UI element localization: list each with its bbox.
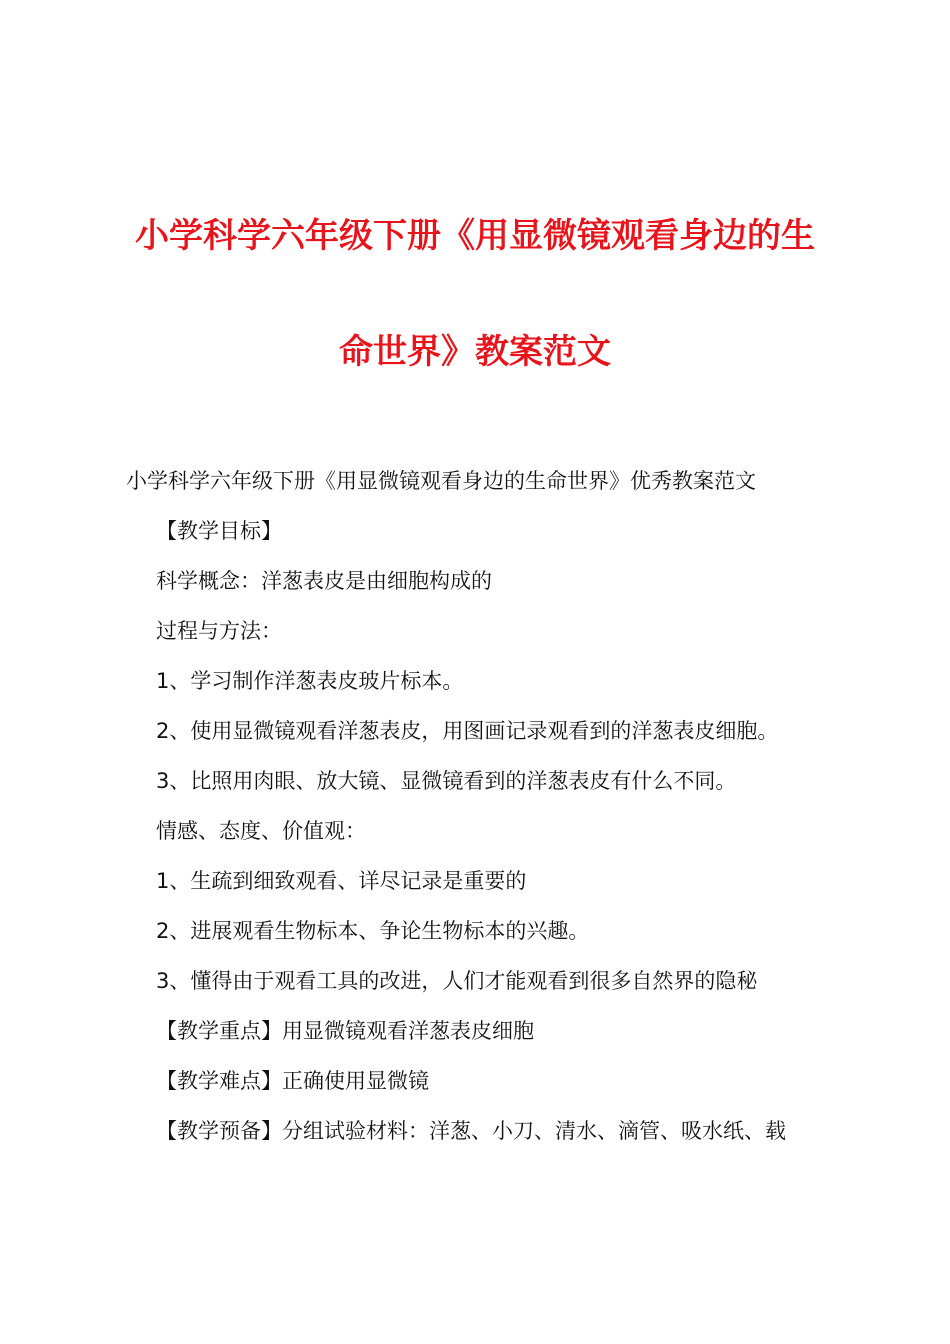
paragraph-attitude-values: 情感、态度、价值观： — [156, 819, 366, 843]
intro-paragraph: 小学科学六年级下册《用显微镜观看身边的生命世界》优秀教案范文 — [126, 469, 756, 493]
document-title-line-1: 小学科学六年级下册《用显微镜观看身边的生 — [135, 216, 815, 256]
document-title-line-2: 命世界》教案范文 — [339, 332, 611, 372]
list-item: 1、学习制作洋葱表皮玻片标本。 — [156, 669, 464, 693]
paragraph-teaching-difficulty: 【教学难点】正确使用显微镜 — [156, 1069, 429, 1093]
document-body — [126, 466, 846, 1166]
list-item: 3、懂得由于观看工具的改进，人们才能观看到很多自然界的隐秘 — [156, 969, 758, 993]
paragraph-teaching-focus: 【教学重点】用显微镜观看洋葱表皮细胞 — [156, 1019, 534, 1043]
paragraph-science-concept: 科学概念：洋葱表皮是由细胞构成的 — [156, 569, 492, 593]
section-heading-objectives: 【教学目标】 — [156, 519, 282, 543]
list-item: 3、比照用肉眼、放大镜、显微镜看到的洋葱表皮有什么不同。 — [156, 769, 737, 793]
list-item: 2、使用显微镜观看洋葱表皮，用图画记录观看到的洋葱表皮细胞。 — [156, 719, 779, 743]
list-item: 1、生疏到细致观看、详尽记录是重要的 — [156, 869, 527, 893]
paragraph-process-method: 过程与方法： — [156, 619, 282, 643]
list-item: 2、进展观看生物标本、争论生物标本的兴趣。 — [156, 919, 590, 943]
paragraph-teaching-preparation: 【教学预备】分组试验材料：洋葱、小刀、清水、滴管、吸水纸、载 — [156, 1119, 786, 1143]
